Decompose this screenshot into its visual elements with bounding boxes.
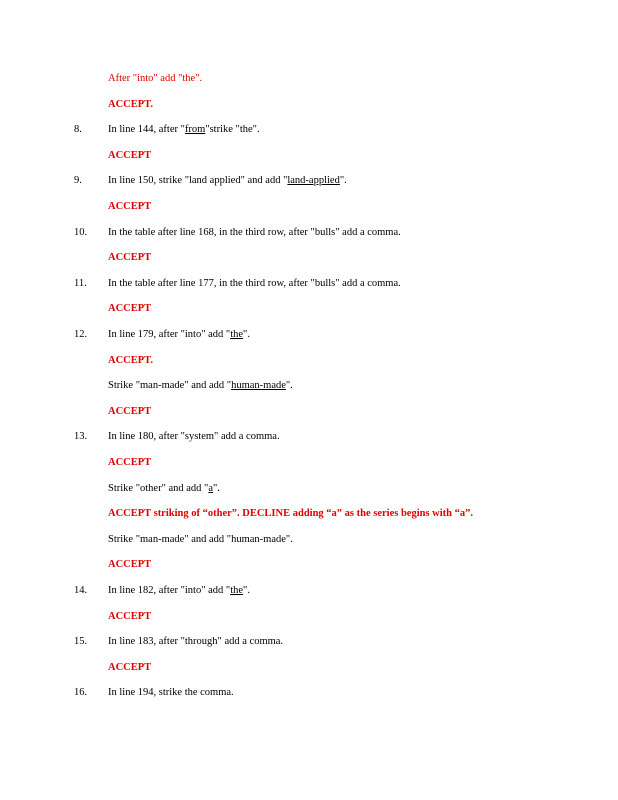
item-number: 13. — [74, 431, 88, 442]
text-after: ". — [213, 483, 220, 494]
amendment-line: In line 180, after "system" add a comma. — [108, 431, 280, 442]
text-before: In line 144, after " — [108, 124, 185, 135]
item-number: 16. — [74, 687, 88, 698]
text-after: "strike "the". — [205, 124, 260, 135]
amendment-line: In line 183, after "through" add a comma. — [108, 636, 284, 647]
amendment-line: In the table after line 177, in the third row, after "bulls" add a comma. — [108, 278, 401, 289]
item-number: 14. — [74, 585, 88, 596]
underlined-insertion: a — [208, 483, 214, 494]
decision-line: ACCEPT striking of “other”. DECLINE adding “a” as the series begins with “a”. — [108, 508, 474, 519]
item-number: 8. — [74, 124, 82, 135]
decision-line: ACCEPT. — [108, 355, 154, 366]
amendment-line — [108, 482, 598, 496]
text-before: Strike "other" and add " — [108, 483, 209, 494]
item-number: 11. — [74, 278, 87, 289]
amendment-line: Strike "man-made" and add "human-made". — [108, 534, 293, 545]
item-number: 12. — [74, 329, 88, 340]
text-before: In line 179, after "into" add " — [108, 329, 231, 340]
item-number: 9. — [74, 175, 82, 186]
amendment-line: In the table after line 168, in the third row, after "bulls" add a comma. — [108, 227, 401, 238]
underlined-insertion: the — [230, 585, 244, 596]
text-after: ". — [243, 329, 250, 340]
decision-line: ACCEPT — [108, 662, 152, 673]
decision-line: ACCEPT — [108, 559, 152, 570]
text-before: In line 182, after "into" add " — [108, 585, 231, 596]
text-after: ". — [243, 585, 250, 596]
amendment-line — [108, 379, 598, 393]
underlined-insertion: the — [230, 329, 244, 340]
underlined-insertion: from — [184, 124, 206, 135]
amendment-line — [108, 174, 598, 188]
item-number: 15. — [74, 636, 88, 647]
text-after: ". — [339, 175, 347, 186]
underlined-insertion: human-made — [231, 380, 286, 391]
amendment-line — [108, 328, 598, 342]
amendment-line: After "into" add "the". — [108, 73, 203, 84]
decision-line: ACCEPT — [108, 201, 152, 212]
amendment-line — [108, 584, 598, 598]
item-number: 10. — [74, 227, 88, 238]
decision-line: ACCEPT — [108, 252, 152, 263]
text-before: In line 150, strike "land applied" and add " — [108, 175, 288, 186]
text-after: ". — [285, 380, 293, 391]
decision-line: ACCEPT. — [108, 99, 154, 110]
decision-line: ACCEPT — [108, 457, 152, 468]
decision-line: ACCEPT — [108, 150, 152, 161]
amendment-line — [108, 123, 598, 137]
text-before: Strike "man-made" and add " — [108, 380, 232, 391]
decision-line: ACCEPT — [108, 406, 152, 417]
amendment-line: In line 194, strike the comma. — [108, 687, 234, 698]
decision-line: ACCEPT — [108, 303, 152, 314]
decision-line: ACCEPT — [108, 611, 152, 622]
underlined-insertion: land-applied — [287, 175, 340, 186]
